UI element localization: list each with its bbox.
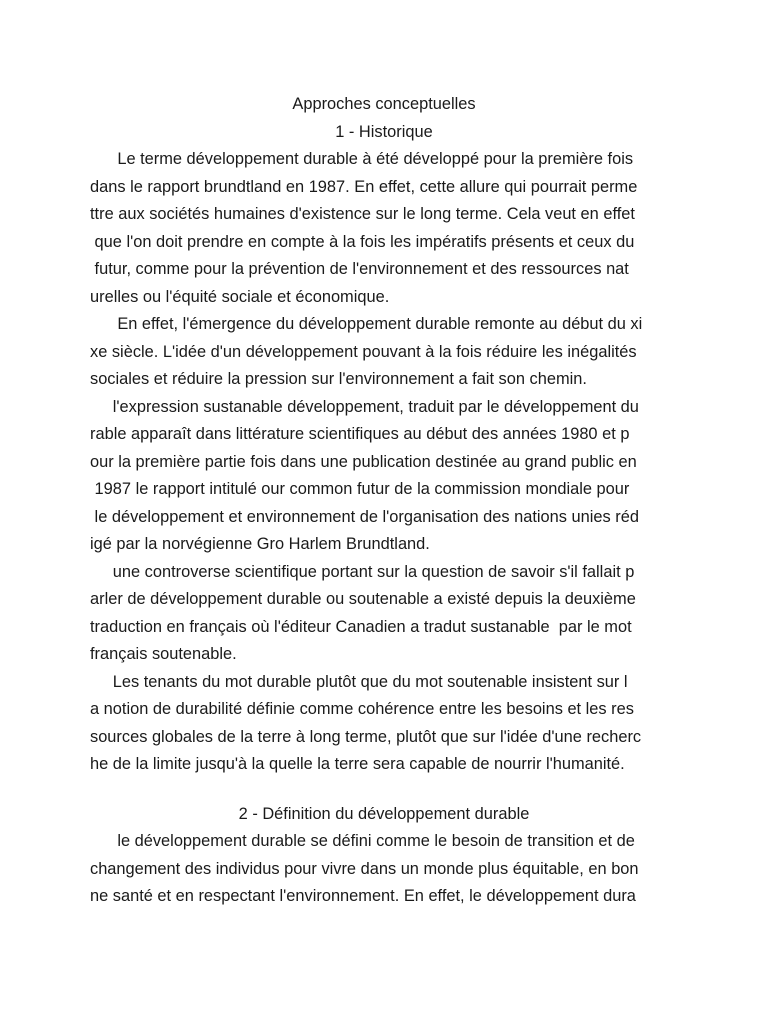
paragraph-line: futur, comme pour la prévention de l'environnement et des ressources nat: [90, 260, 629, 278]
document-title: Approches conceptuelles: [292, 95, 476, 113]
paragraph-line: a notion de durabilité définie comme cohérence entre les besoins et les res: [90, 700, 634, 718]
paragraph-line: rable apparaît dans littérature scientifiques au début des années 1980 et p: [90, 425, 630, 443]
paragraph-line: arler de développement durable ou soutenable a existé depuis la deuxième: [90, 590, 636, 608]
paragraph-line: Les tenants du mot durable plutôt que du mot soutenable insistent sur l: [90, 673, 628, 691]
paragraph-line: traduction en français où l'éditeur Canadien a tradut sustanable par le mot: [90, 618, 632, 636]
paragraph-line: ne santé et en respectant l'environnement. En effet, le développement dura: [90, 887, 636, 905]
section-heading-historique: 1 - Historique: [335, 123, 433, 141]
paragraph-line: En effet, l'émergence du développement durable remonte au début du xi: [90, 315, 643, 333]
paragraph-line: Le terme développement durable à été développé pour la première fois: [90, 150, 634, 168]
paragraph-line: que l'on doit prendre en compte à la fois les impératifs présents et ceux du: [90, 233, 635, 251]
paragraph-line: changement des individus pour vivre dans un monde plus équitable, en bon: [90, 860, 639, 878]
paragraph-line: igé par la norvégienne Gro Harlem Brundtland.: [90, 535, 430, 553]
paragraph-line: urelles ou l'équité sociale et économique.: [90, 288, 390, 306]
paragraph-line: ttre aux sociétés humaines d'existence sur le long terme. Cela veut en effet: [90, 205, 635, 223]
paragraph-line: l'expression sustanable développement, traduit par le développement du: [90, 398, 639, 416]
paragraph-line: xe siècle. L'idée d'un développement pouvant à la fois réduire les inégalités: [90, 343, 637, 361]
paragraph-line: français soutenable.: [90, 645, 237, 663]
section-heading-definition: 2 - Définition du développement durable: [238, 805, 530, 823]
paragraph-line: le développement durable se défini comme le besoin de transition et de: [90, 832, 635, 850]
paragraph-line: 1987 le rapport intitulé our common futur de la commission mondiale pour: [90, 480, 630, 498]
paragraph-line: sociales et réduire la pression sur l'environnement a fait son chemin.: [90, 370, 587, 388]
paragraph-line: our la première partie fois dans une publication destinée au grand public en: [90, 453, 637, 471]
paragraph-line: le développement et environnement de l'organisation des nations unies réd: [90, 508, 639, 526]
paragraph-line: sources globales de la terre à long terme, plutôt que sur l'idée d'une recherc: [90, 728, 642, 746]
paragraph-line: he de la limite jusqu'à la quelle la terre sera capable de nourrir l'humanité.: [90, 755, 625, 773]
paragraph-line: dans le rapport brundtland en 1987. En effet, cette allure qui pourrait perme: [90, 178, 638, 196]
paragraph-line: une controverse scientifique portant sur la question de savoir s'il fallait p: [90, 563, 635, 581]
